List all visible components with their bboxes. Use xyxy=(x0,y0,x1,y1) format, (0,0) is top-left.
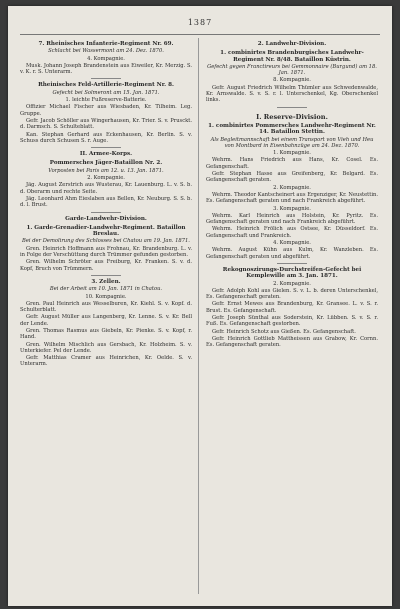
section-heading: 1. combinirtes Brandenburgisches Landwehr-Regiment Nr. 8/48. Bataillon Küstrin. xyxy=(220,50,364,63)
casualty-entry: Gefr. Matthias Cramer aus Heinrichen, Kr. Oelde. S. v. Unterarm. xyxy=(20,355,192,368)
event-subheading: Schlacht bei Wassermont am 24. Dez. 1870. xyxy=(48,48,164,55)
company-heading: 8. Kompagnie. xyxy=(273,77,311,84)
section-heading: Rekognoszirungs-Durchstreifen-Gefecht bei Kemplewille am 3. Jan. 1871. xyxy=(222,266,362,280)
section-separator xyxy=(277,263,307,264)
page-number: 1387 xyxy=(187,18,213,27)
column-divider xyxy=(198,38,199,594)
company-heading: 2. Kompagnie. xyxy=(273,184,311,191)
company-heading: 2. Kompagnie. xyxy=(273,280,311,287)
casualty-entry: Wehrm. Hans Friedrich aus Hans, Kr. Cosel. Es. Gefangenschaft. xyxy=(206,157,378,170)
section-heading: 7. Rheinisches Infanterie-Regiment Nr. 69. xyxy=(38,41,174,47)
casualty-entry: Gefr. August Friedrich Wilhelm Thümler aus Schwedenwalde, Kr. Arnswalde. S. v. S. r. l. Unterschenkel, Kg. Oberschenkel links. xyxy=(206,84,378,104)
event-subheading: Gefecht bei Solmeront am 15. Jan. 1871. xyxy=(52,89,160,96)
event-subheading: Bei der Demolirung des Schlosses bei Chatou am 19. Jan. 1871. xyxy=(22,238,190,245)
document-page xyxy=(8,6,392,606)
casualty-entry: Gefr. Stephan Hasse aus Greifenberg, Kr. Belgard. Es. Gefangenschaft geraten. xyxy=(206,171,378,184)
event-subheading: Gefecht gegen Franctireurs bei Gemmonnaire (Burgund) am 18. Jan. 1871. xyxy=(207,63,377,77)
section-heading: 3. Zellen. xyxy=(91,278,121,285)
casualty-entry: Gefr. Heinrich Schotz aus Gießen. Es. Gefangenschaft. xyxy=(212,328,356,335)
section-separator xyxy=(91,147,121,148)
section-heading: I. Reserve-Division. xyxy=(256,112,328,121)
casualty-entry: Gren. Wilhelm Schröter aus Freiburg, Kr. Franken. S. v. d. Kopf, Bruch von Trümmern. xyxy=(20,259,192,272)
section-heading: 1. combinirtes Pommersches Landwehr-Regiment Nr. 14. Bataillon Stettin. xyxy=(208,122,376,136)
casualty-entry: Kan. Stephan Gerhard aus Eckenhausen, Kr. Berlin. S. v. Schuss durch Schusen S. r. Auge. xyxy=(20,131,192,144)
section-heading: Garde-Landwehr-Division. xyxy=(65,215,147,222)
company-heading: 10. Kompagnie. xyxy=(85,293,127,300)
casualty-entry: Gefr. Ernst Mewes aus Brandenburg, Kr. Gransee. L. v. S. r. Brust. Es. Gefangenschaft. xyxy=(206,301,378,314)
section-heading: 2. Landwehr-Division. xyxy=(257,41,327,47)
company-heading: 1. leichte Fußreserve-Batterie. xyxy=(65,97,147,104)
company-heading: 4. Kompagnie. xyxy=(87,55,125,62)
header-rule xyxy=(20,34,380,35)
casualty-entry: Gefr. Heinrich Gottlieb Mattheissen aus Grabow, Kr. Cornn. Es. Gefangenschaft geraten. xyxy=(206,335,378,349)
casualty-entry: Gren. Heinrich Hoffmann aus Frohnau, Kr. Brandenburg. L. v. in Folge der Verschüttung durch Trümmer gefunden gestorben. xyxy=(20,245,192,259)
section-separator xyxy=(91,212,121,213)
section-separator xyxy=(91,78,121,79)
section-heading: Pommersches Jäger-Bataillon Nr. 2. xyxy=(49,160,163,167)
company-heading: 3. Kompagnie. xyxy=(273,205,311,212)
left-column xyxy=(20,38,192,369)
event-subheading: Vorposten bei Paris am 12. u. 13. Jan. 1871. xyxy=(48,167,164,174)
casualty-entry: Wehrm. August Kühn aus Kulm, Kr. Wanzleben. Es. Gefangenschaft geraten und abgeführt. xyxy=(206,247,378,260)
casualty-entry: Wehrm. Karl Heinrich aus Holstein, Kr. Pyritz. Es. Gefangenschaft geraten und nach Frankreich abgeführt. xyxy=(206,212,378,226)
casualty-entry: Offizier Michael Fischer aus Wiesbaden, Kr. Tilheim. Leg. Gruppe. xyxy=(20,104,192,117)
casualty-entry: Gefr. August Müller aus Langenberg, Kr. Lenne. S. v. Kr. Bell der Lende. xyxy=(20,314,192,327)
casualty-entry: Gren. Wilhelm Mischlich aus Gersbach, Kr. Holzheim. S. v. Unterkiefer. Pel der Lende. xyxy=(20,341,192,354)
casualty-entry: Wehrm. Heinrich Frölich aus Ostsee, Kr. Düsseldorf. Es. Gefangenschaft und Frankreich. xyxy=(206,226,378,239)
company-heading: 4. Kompagnie. xyxy=(273,240,311,247)
casualty-entry: Gren. Paul Heinrich aus Wesselburen, Kr. Kiehl. S. v. Kopf. d. Schulterblatt. xyxy=(20,300,192,314)
casualty-entry: Gren. Thomas Rasmus aus Giebeln, Kr. Pienke. S. v. Kopf, r. Hand. xyxy=(20,327,192,341)
event-subheading: Bei der Arbeit am 10. Jan. 1871 in Chatou. xyxy=(49,286,163,293)
section-heading: 1. Garde-Grenadier-Landwehr-Regiment. Bataillon Breslau. xyxy=(26,224,186,238)
section-heading: II. Armee-Korps. xyxy=(79,151,133,158)
casualty-entry: Wehrm. Theodor Kantscheinert aus Ergenziger, Kr. Neustettin. Es. Gefangenschaft geraten und nach Frankreich abgeführt. xyxy=(206,191,378,205)
casualty-entry: Jäg. August Zerstrich aus Wusterau, Kr. Lauenburg. L. v. S. b. d. Oberarm und rechte Seite. xyxy=(20,182,192,195)
casualty-entry: Gefr. Joseph Sünthal aus Soderstein, Kr. Lübben. S. v. S. r. Fuß. Es. Gefangenschaft gestorben. xyxy=(206,314,378,328)
section-separator xyxy=(277,107,307,108)
casualty-entry: Gefr. Adolph Kohl aus Gielen. S. v. L. b. deren Unterschenkel, Es. Gefangenschaft geraten. xyxy=(206,287,378,301)
event-subheading: Als Begleitmannschaft bei einem Transport von Vieh und Heu von Montbard in Eisenbahnzüge am 24. Dez. 1870. xyxy=(210,136,374,149)
casualty-entry: Jäg. Leonhard Ahm Eieslaben aus Bellen, Kr. Neuburg. S. S. b. d. l. Brust. xyxy=(20,195,192,209)
casualty-entry: Gefr. Jacob Schöller aus Wingerhausen, Kr. Trier. S. v. Prusckt. d. Darmsch. S. Schulteblatt. xyxy=(20,117,192,131)
company-heading: 2. Kompagnie. xyxy=(87,175,125,182)
company-heading: 1. Kompagnie. xyxy=(273,150,311,157)
casualty-entry: Musk. Johann Joseph Brandenstein aus Eiweiler, Kr. Merzig. S. v. K. r. S. Unterarm. xyxy=(20,62,192,76)
section-separator xyxy=(91,275,121,276)
section-heading: Rheinisches Feld-Artillerie-Regiment Nr. 8. xyxy=(38,82,174,89)
right-column xyxy=(206,38,378,349)
